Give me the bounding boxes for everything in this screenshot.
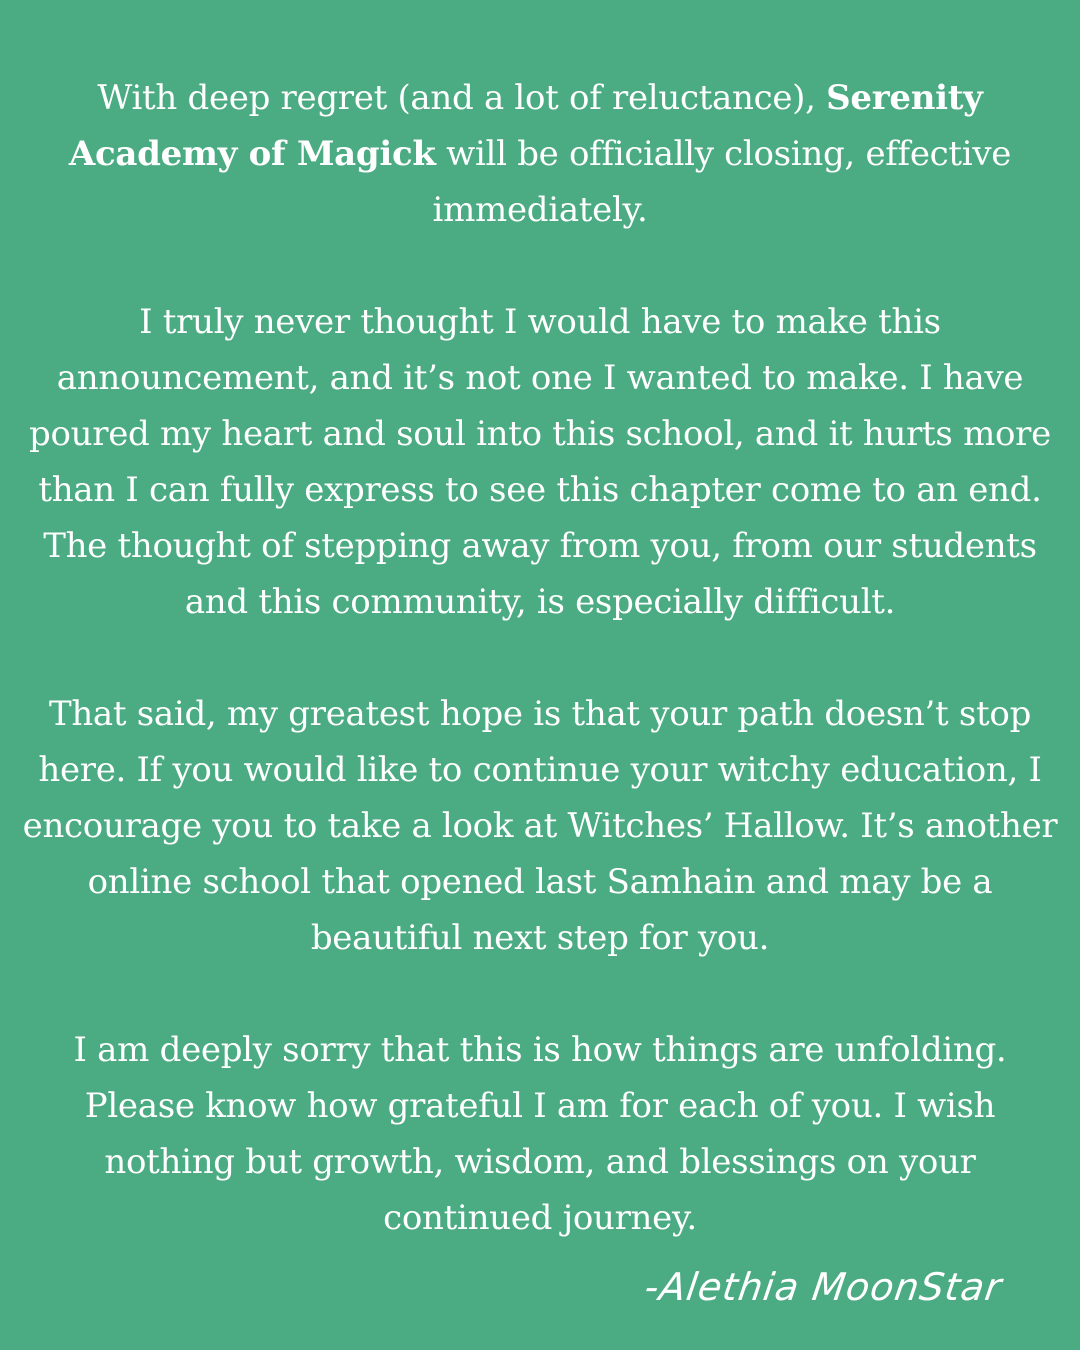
closing-notice-intro: With deep regret (and a lot of reluctance), (97, 78, 827, 118)
closing-notice-rest: will be officially closing, effective immediately. (432, 134, 1012, 230)
paragraph-farewell: I am deeply sorry that this is how things are unfolding. Please know how grateful I am for each of you. I wish nothing but growth, wisdom, and blessings on your continued journey. (73, 1030, 1007, 1238)
paragraph-closing-notice (20, 70, 1060, 238)
paragraph-feelings: I truly never thought I would have to make this announcement, and it’s not one I wanted to make. I have poured my heart and soul into this school, and it hurts more than I can fully express to see this chapter come to an end. The thought of stepping away from you, from our students and this community, is especially difficult. (29, 302, 1051, 622)
signature: -Alethia MoonStar (642, 1265, 1006, 1309)
announcement-text (20, 70, 1060, 1246)
school-name: Serenity Academy of Magick (68, 78, 983, 174)
paragraph-recommendation: That said, my greatest hope is that your path doesn’t stop here. If you would like to continue your witchy education, I encourage you to take a look at Witches’ Hallow. It’s another online school that opened last Samhain and may be a beautiful next step for you. (22, 694, 1058, 958)
